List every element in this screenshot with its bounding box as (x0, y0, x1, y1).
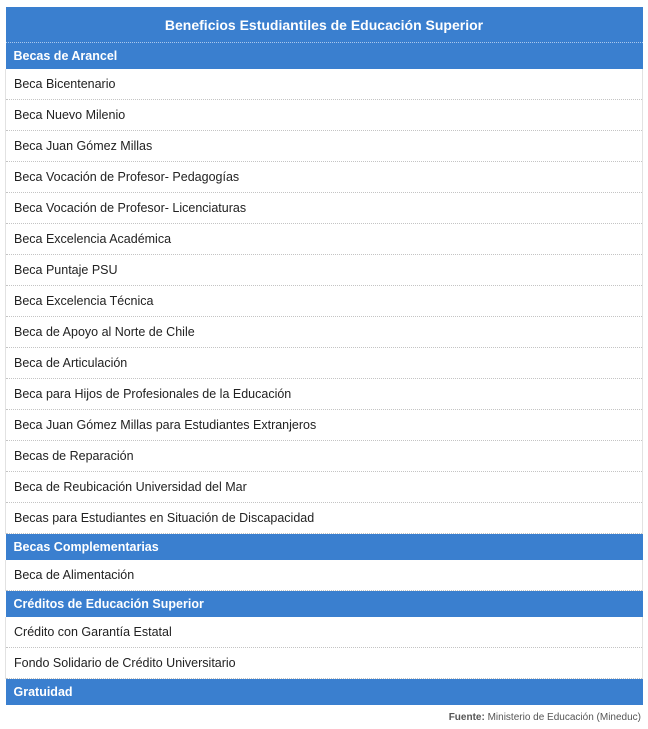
benefit-item: Beca Nuevo Milenio (6, 100, 643, 131)
table-row (6, 317, 643, 348)
benefit-item: Crédito con Garantía Estatal (6, 617, 643, 648)
table-row (6, 255, 643, 286)
table-row (6, 648, 643, 679)
benefit-item: Beca Excelencia Técnica (6, 286, 643, 317)
benefit-item: Beca de Apoyo al Norte de Chile (6, 317, 643, 348)
benefits-table (5, 7, 643, 705)
table-row (6, 193, 643, 224)
benefit-item: Beca Vocación de Profesor- Licenciaturas (6, 193, 643, 224)
benefit-item: Beca Excelencia Académica (6, 224, 643, 255)
table-body (6, 43, 643, 706)
benefit-item: Beca Puntaje PSU (6, 255, 643, 286)
benefit-item: Becas de Reparación (6, 441, 643, 472)
benefit-item: Beca Vocación de Profesor- Pedagogías (6, 162, 643, 193)
section-header: Becas de Arancel (6, 43, 643, 70)
table-row (6, 441, 643, 472)
table-row (6, 617, 643, 648)
source-note (449, 712, 641, 723)
section-header: Créditos de Educación Superior (6, 591, 643, 618)
table-row (6, 100, 643, 131)
benefit-item: Beca de Reubicación Universidad del Mar (6, 472, 643, 503)
table-row (6, 348, 643, 379)
table-row (6, 560, 643, 591)
benefit-item: Beca de Articulación (6, 348, 643, 379)
table-row (6, 131, 643, 162)
table-row (6, 224, 643, 255)
table-row (6, 69, 643, 100)
benefit-item: Becas para Estudiantes en Situación de Discapacidad (6, 503, 643, 534)
table-title-row (6, 7, 643, 43)
table-row (6, 379, 643, 410)
table-row (6, 503, 643, 534)
benefit-item: Beca para Hijos de Profesionales de la Educación (6, 379, 643, 410)
section-header-row (6, 679, 643, 706)
table-row (6, 472, 643, 503)
source-label: Fuente: (448, 712, 485, 723)
benefit-item: Beca de Alimentación (6, 560, 643, 591)
table-title: Beneficios Estudiantiles de Educación Superior (6, 7, 643, 43)
section-header-row (6, 534, 643, 561)
section-header-row (6, 43, 643, 70)
section-header: Gratuidad (6, 679, 643, 706)
benefit-item: Beca Juan Gómez Millas (6, 131, 643, 162)
benefits-table-container (5, 7, 643, 705)
section-header: Becas Complementarias (6, 534, 643, 561)
table-row (6, 286, 643, 317)
benefit-item: Beca Juan Gómez Millas para Estudiantes Extranjeros (6, 410, 643, 441)
section-header-row (6, 591, 643, 618)
benefit-item: Fondo Solidario de Crédito Universitario (6, 648, 643, 679)
table-row (6, 162, 643, 193)
benefit-item: Beca Bicentenario (6, 69, 643, 100)
source-text: Ministerio de Educación (Mineduc) (487, 712, 641, 723)
table-row (6, 410, 643, 441)
